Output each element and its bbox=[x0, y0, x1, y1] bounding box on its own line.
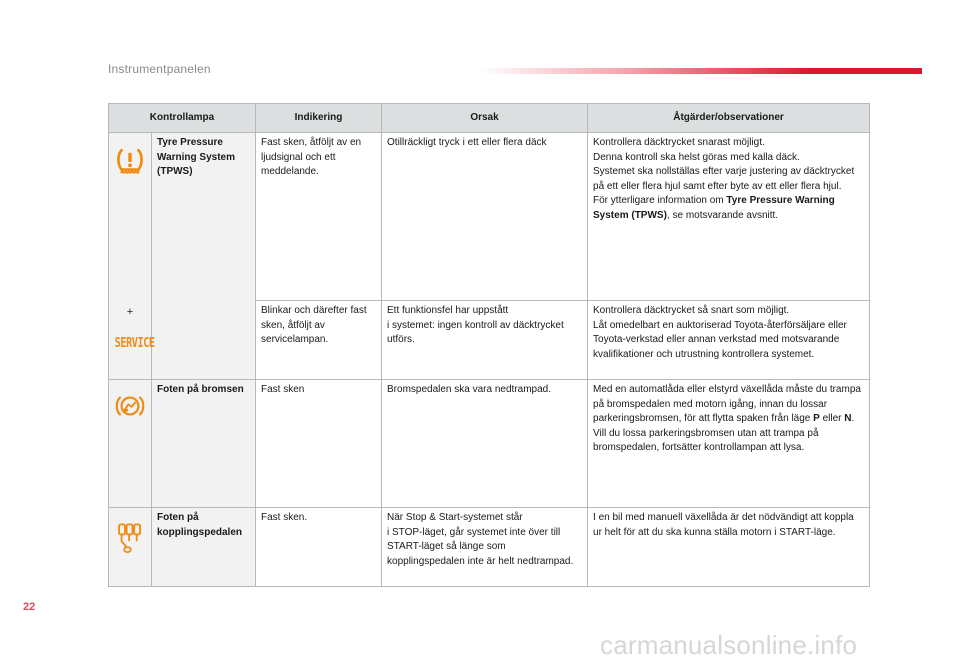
column-header-action: Åtgärder/observationer bbox=[588, 104, 870, 133]
column-header-lamp: Kontrollampa bbox=[109, 104, 256, 133]
foot-on-brake-icon bbox=[114, 391, 146, 421]
clutch-cause: När Stop & Start-systemet står i STOP-läget, går systemet inte över till START-läget så länge som kopplingspedalen inte är helt nedtrampad. bbox=[382, 508, 588, 587]
brake-action bbox=[588, 380, 870, 508]
tpws-indication-2: Blinkar och därefter fast sken, åtföljt av servicelampan. bbox=[256, 301, 382, 380]
header-accent-bar bbox=[480, 68, 922, 74]
table-row bbox=[109, 133, 870, 301]
clutch-icon-cell bbox=[109, 508, 152, 587]
tpws-cause-2: Ett funktionsfel har uppstått i systemet: ingen kontroll av däcktrycket utförs. bbox=[382, 301, 588, 380]
brake-action-part3: . Vill du lossa parkeringsbromsen utan att trampa på bromspedalen, fortsätter kontrollampan att lysa. bbox=[593, 413, 855, 453]
tpws-action-1-text: Kontrollera däcktrycket snarast möjligt. Denna kontroll ska helst göras med kalla däck. Systemet ska nollställas efter varje justering av däcktrycket på ett eller flera hjul samt efter byte av ett eller flera hjul. För ytterligare information om bbox=[593, 137, 855, 206]
tpws-name: Tyre Pressure Warning System (TPWS) bbox=[152, 133, 256, 380]
tpws-action-1-bold: Tyre Pressure Warning System (TPWS) bbox=[593, 195, 835, 221]
table-header-row bbox=[109, 104, 870, 133]
brake-action-part2: eller bbox=[819, 413, 845, 424]
tpws-action-1-tail: , se motsvarande avsnitt. bbox=[666, 209, 779, 221]
table-row bbox=[109, 380, 870, 508]
column-header-indication: Indikering bbox=[256, 104, 382, 133]
tpws-action-1 bbox=[588, 133, 870, 301]
plus-sign: + bbox=[126, 306, 134, 318]
clutch-indication: Fast sken. bbox=[256, 508, 382, 587]
brake-action-n: N bbox=[844, 413, 852, 424]
page-number: 22 bbox=[23, 601, 36, 613]
tpws-action-2: Kontrollera däcktrycket så snart som möjligt. Låt omedelbart en auktoriserad Toyota-återförsäljare eller Toyota-verkstad eller annan verkstad med motsvarande kvalifikationer och utrustning kontrollera systemet. bbox=[588, 301, 870, 380]
service-lamp-icon: SERVICE bbox=[114, 336, 155, 351]
column-header-cause: Orsak bbox=[382, 104, 588, 133]
brake-indication: Fast sken bbox=[256, 380, 382, 508]
tpws-icon-cell bbox=[109, 133, 155, 380]
section-title: Instrumentpanelen bbox=[108, 62, 211, 76]
brake-name: Foten på bromsen bbox=[152, 380, 256, 508]
tire-pressure-warning-icon bbox=[114, 144, 146, 180]
tpws-indication-1: Fast sken, åtföljt av en ljudsignal och ett meddelande. bbox=[256, 133, 382, 301]
brake-cause: Bromspedalen ska vara nedtrampad. bbox=[382, 380, 588, 508]
table-row bbox=[109, 508, 870, 587]
clutch-action: I en bil med manuell växellåda är det nödvändigt att koppla ur helt för att du ska kunna ställa motorn i START-läge. bbox=[588, 508, 870, 587]
clutch-name: Foten på kopplingspedalen bbox=[152, 508, 256, 587]
watermark-text: carmanualsonline.info bbox=[600, 630, 858, 660]
tpws-cause-1: Otillräckligt tryck i ett eller flera däck bbox=[382, 133, 588, 301]
brake-action-part1: Med en automatlåda eller elstyrd växellåda måste du trampa på bromspedalen med motorn igång, innan du lossar parkeringsbromsen, för att flytta spaken från läge bbox=[593, 384, 861, 424]
foot-on-clutch-icon bbox=[114, 517, 146, 557]
brake-action-p: P bbox=[813, 413, 820, 424]
warning-lamp-table bbox=[108, 103, 870, 587]
brake-icon-cell bbox=[109, 380, 152, 508]
